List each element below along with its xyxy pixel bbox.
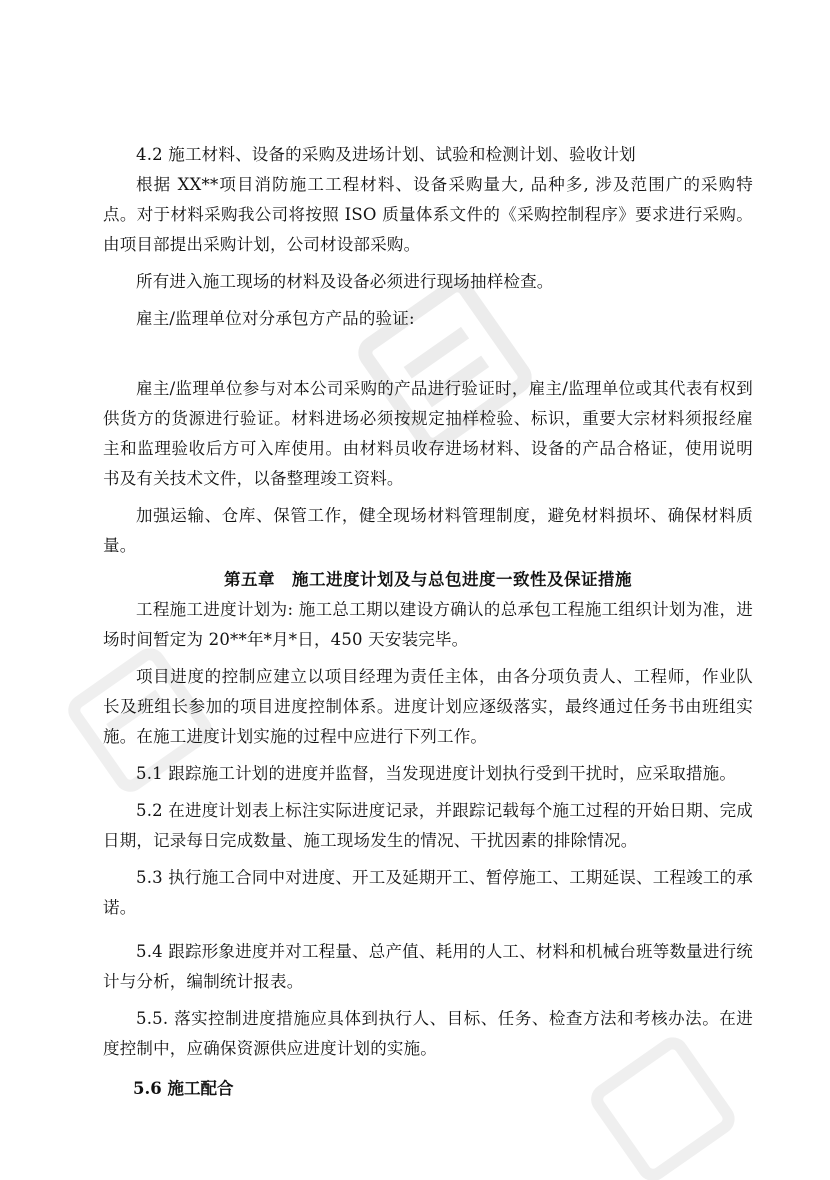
item-5-2: 5.2 在进度计划表上标注实际进度记录，并跟踪记载每个施工过程的开始日期、完成日期，记录每日完成数量、施工现场发生的情况、干扰因素的排除情况。 [103, 801, 753, 850]
paragraph-verification: 雇主/监理单位参与对本公司采购的产品进行验证时，雇主/监理单位或其代表有权到供货方的货源进行验证。材料进场必须按规定抽样检验、标识，重要大宗材料须报经雇主和监理验收后方可入库使用。由材料员收存进场材料、设备的产品合格证，使用说明书及有关技术文件，以备整理竣工资料。 [103, 379, 753, 488]
item-5-1: 5.1 跟踪施工计划的进度并监督，当发现进度计划执行受到干扰时，应采取措施。 [136, 764, 737, 783]
paragraph-schedule: 工程施工进度计划为: 施工总工期以建设方确认的总承包工程施工组织计划为准，进场时间暂定为 20**年*月*日，450 天安装完毕。 [103, 600, 753, 649]
item-5-3: 5.3 执行施工合同中对进度、开工及延期开工、暂停施工、工期延误、工程竣工的承诺。 [103, 868, 753, 917]
paragraph-storage: 加强运输、仓库、保管工作，健全现场材料管理制度，避免材料损坏、确保材料质量。 [103, 506, 753, 555]
chapter-title: 第五章 施工进度计划及与总包进度一致性及保证措施 [224, 570, 632, 589]
paragraph-procurement: 根据 XX**项目消防施工工程材料、设备采购量大, 品种多, 涉及范围广的采购特点。对于材料采购我公司将按照 ISO 质量体系文件的《采购控制程序》要求进行采购。由项目部提出采购计划，公司材设部采购。 [103, 175, 753, 254]
paragraph-control: 项目进度的控制应建立以项目经理为责任主体，由各分项负责人、工程师，作业队长及班组长参加的项目进度控制体系。进度计划应逐级落实，最终通过任务书由班组实施。在施工进度计划实施的过程中应进行下列工作。 [103, 667, 753, 746]
paragraph-inspection: 所有进入施工现场的材料及设备必须进行现场抽样检查。 [136, 272, 554, 291]
item-5-4: 5.4 跟踪形象进度并对工程量、总产值、耗用的人工、材料和机械台班等数量进行统计与分析，编制统计报表。 [103, 942, 753, 991]
section-heading: 4.2 施工材料、设备的采购及进场计划、试验和检测计划、验收计划 [136, 145, 636, 164]
subhead-5-6: 5.6 施工配合 [133, 1079, 234, 1098]
item-5-5: 5.5. 落实控制进度措施应具体到执行人、目标、任务、检查方法和考核办法。在进度控制中，应确保资源供应进度计划的实施。 [103, 1009, 753, 1058]
paragraph-verification-title: 雇主/监理单位对分承包方产品的验证: [136, 309, 415, 328]
document-body [103, 140, 753, 1104]
